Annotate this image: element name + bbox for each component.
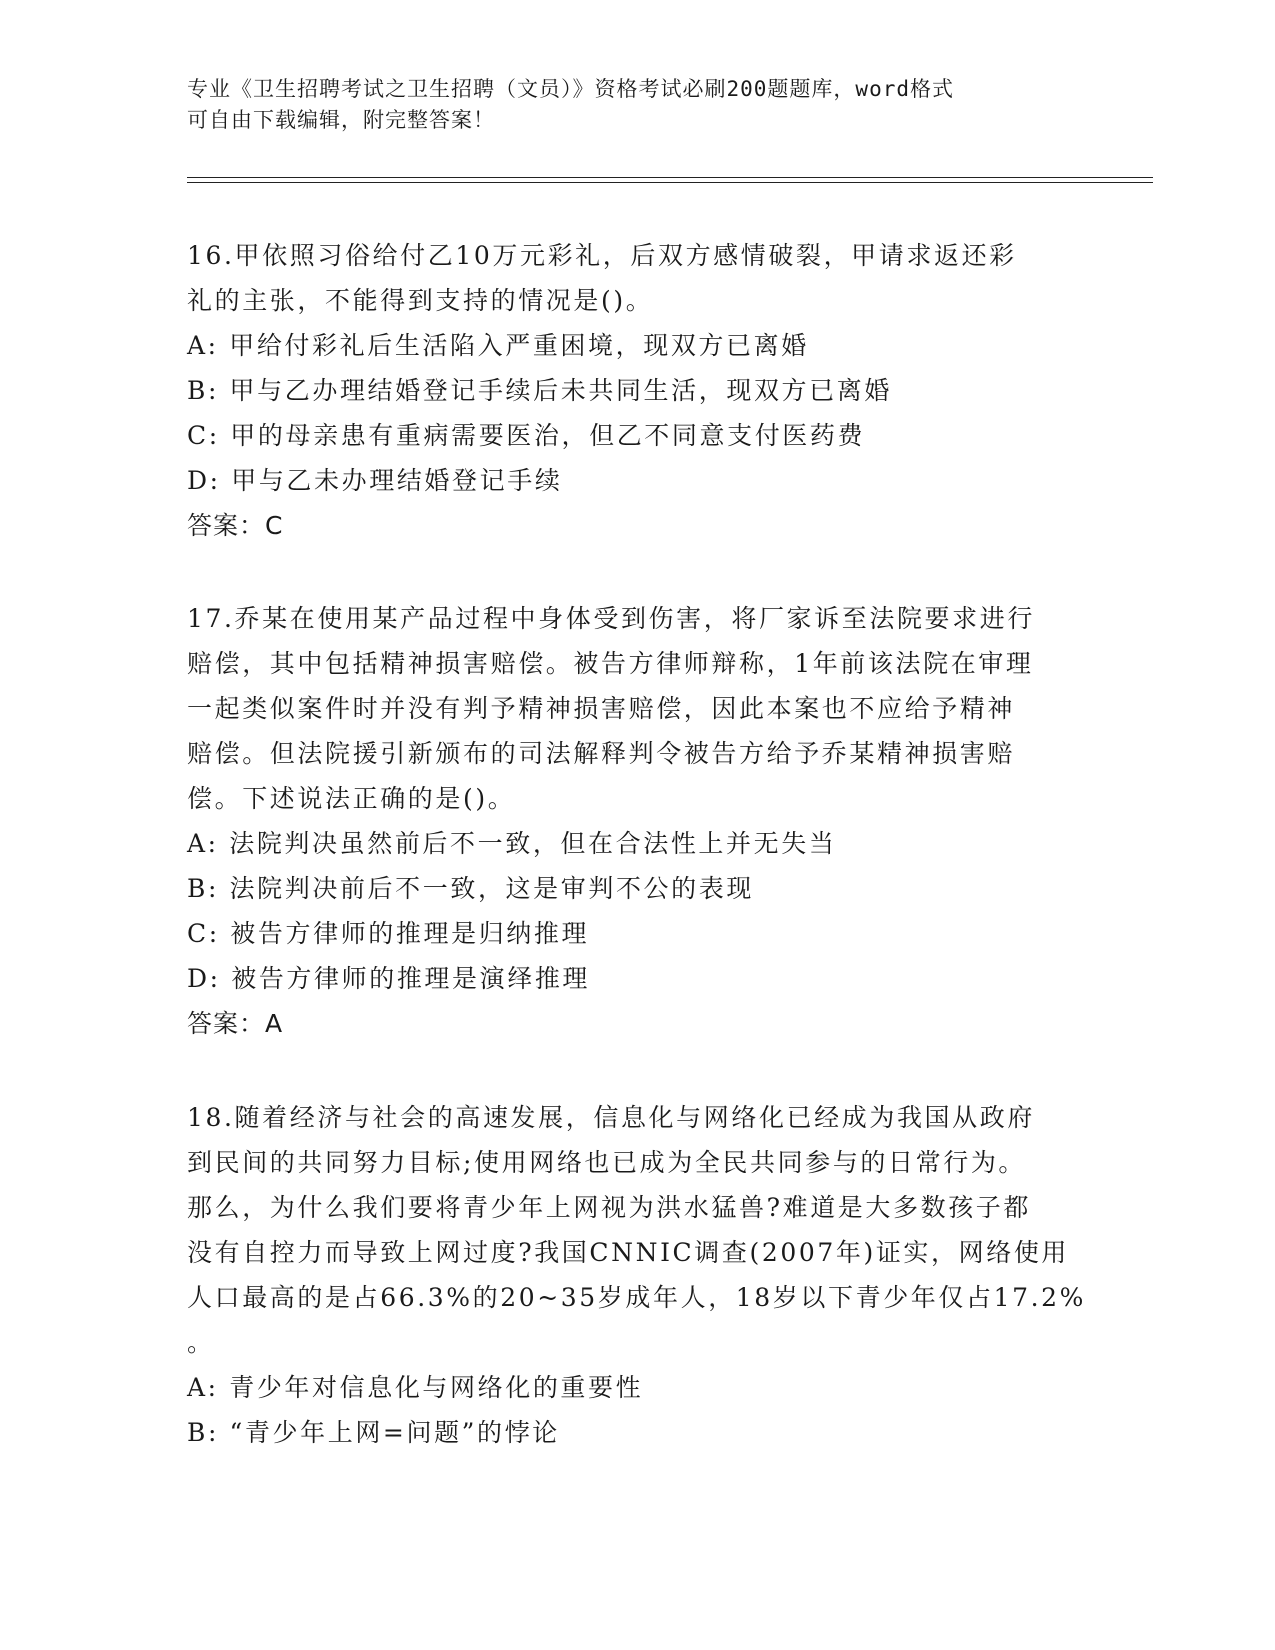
option-b: B: 甲与乙办理结婚登记手续后未共同生活，现双方已离婚 [187, 376, 892, 405]
question-16 [187, 233, 1087, 548]
question-stem-line: 一起类似案件时并没有判予精神损害赔偿，因此本案也不应给予精神 [187, 694, 1016, 723]
question-stem-line: 18.随着经济与社会的高速发展，信息化与网络化已经成为我国从政府 [187, 1103, 1035, 1132]
option-c: C: 被告方律师的推理是归纳推理 [187, 919, 590, 948]
question-stem-line: 17.乔某在使用某产品过程中身体受到伤害，将厂家诉至法院要求进行 [187, 604, 1035, 633]
option-a: A: 甲给付彩礼后生活陷入严重困境，现双方已离婚 [187, 331, 809, 360]
option-b: B: 法院判决前后不一致，这是审判不公的表现 [187, 874, 754, 903]
answer-label: 答案：A [187, 1009, 284, 1038]
question-stem-line: 礼的主张，不能得到支持的情况是()。 [187, 286, 654, 315]
question-stem-line: 偿。下述说法正确的是()。 [187, 784, 516, 813]
option-d: D: 被告方律师的推理是演绎推理 [187, 964, 591, 993]
header-line-2: 可自由下载编辑，附完整答案！ [187, 108, 495, 132]
answer-label: 答案：C [187, 511, 284, 540]
question-stem-line: 没有自控力而导致上网过度?我国CNNIC调查(2007年)证实，网络使用 [187, 1238, 1070, 1267]
question-stem-line: 16.甲依照习俗给付乙10万元彩礼，后双方感情破裂，甲请求返还彩 [187, 241, 1017, 270]
header-line-1: 专业《卫生招聘考试之卫生招聘（文员）》资格考试必刷200题题库，word格式 [187, 77, 954, 101]
question-stem-line: 那么，为什么我们要将青少年上网视为洪水猛兽?难道是大多数孩子都 [187, 1193, 1032, 1222]
question-stem-line: 人口最高的是占66.3%的20~35岁成年人，18岁以下青少年仅占17.2% [187, 1283, 1087, 1312]
option-d: D: 甲与乙未办理结婚登记手续 [187, 466, 563, 495]
document-header [187, 74, 1067, 136]
question-18 [187, 1095, 1087, 1455]
option-b: B: “青少年上网=问题”的悖论 [187, 1418, 560, 1447]
question-stem-line: 赔偿。但法院援引新颁布的司法解释判令被告方给予乔某精神损害赔 [187, 739, 1016, 768]
question-stem-line: 到民间的共同努力目标;使用网络也已成为全民共同参与的日常行为。 [187, 1148, 1027, 1177]
option-a: A: 青少年对信息化与网络化的重要性 [187, 1373, 644, 1402]
question-stem-line: 赔偿，其中包括精神损害赔偿。被告方律师辩称，1年前该法院在审理 [187, 649, 1034, 678]
header-divider-top [187, 177, 1153, 178]
question-stem-line: 。 [187, 1328, 215, 1357]
option-c: C: 甲的母亲患有重病需要医治，但乙不同意支付医药费 [187, 421, 866, 450]
option-a: A: 法院判决虽然前后不一致，但在合法性上并无失当 [187, 829, 837, 858]
question-17 [187, 596, 1087, 1046]
header-divider-bottom [187, 182, 1153, 183]
